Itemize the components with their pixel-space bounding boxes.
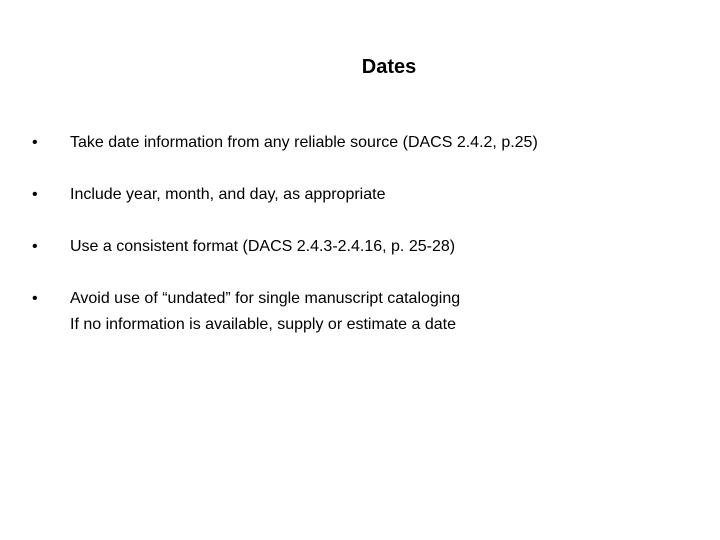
bullet-dot: •	[32, 134, 38, 151]
bullet-item	[32, 286, 692, 338]
bullet-item	[32, 182, 692, 208]
bullet-dot: •	[32, 238, 38, 255]
bullet-text: Include year, month, and day, as appropriate	[70, 186, 386, 203]
slide-title: Dates	[361, 56, 417, 78]
bullet-text: Use a consistent format (DACS 2.4.3-2.4.16, p. 25-28)	[70, 238, 456, 255]
bullet-text: Avoid use of “undated” for single manuscript cataloging	[70, 290, 461, 307]
bullet-text: Take date information from any reliable source (DACS 2.4.2, p.25)	[70, 134, 538, 151]
bullet-item	[32, 130, 692, 156]
bullet-dot: •	[32, 290, 38, 307]
bullet-dot: •	[32, 186, 38, 203]
bullet-list	[32, 130, 692, 364]
bullet-item	[32, 234, 692, 260]
bullet-text-continuation: If no information is available, supply or estimate a date	[70, 316, 456, 333]
